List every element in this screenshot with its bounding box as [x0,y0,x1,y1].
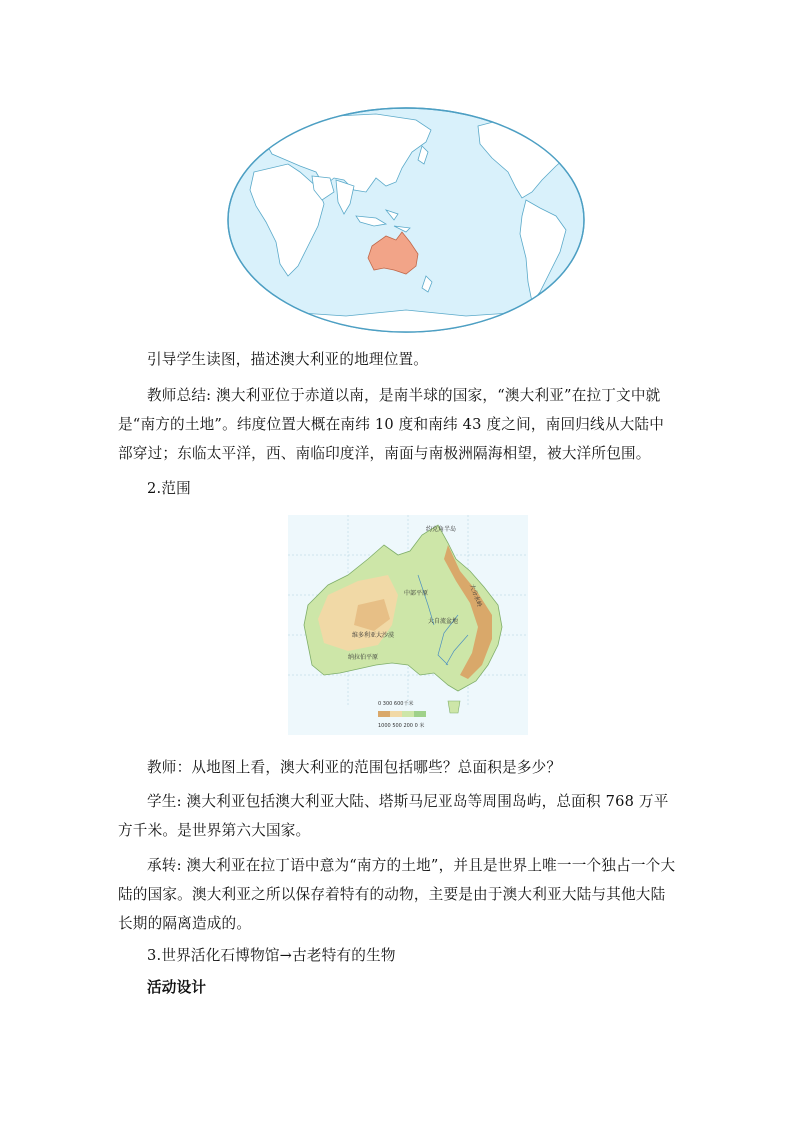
legend-scale: 0 300 600千米 [378,701,414,707]
paragraph-transition: 承转: 澳大利亚在拉丁语中意为“南方的土地”，并且是世界上唯一一个独占一个大陆的国家。澳大利亚之所以保存着特有的动物，主要是由于澳大利亚大陆与其他大陆长期的隔离造成的。 [118,857,676,932]
label-dividing-range: 大分水岭 [468,583,483,609]
label-artesian-basin: 大自流盆地 [428,618,459,625]
tasmania-island [448,701,460,713]
paragraph-teacher-question: 教师：从地图上看，澳大利亚的范围包括哪些？总面积是多少？ [147,759,562,776]
greenland-landmass [544,110,572,124]
legend-levels: 1000 500 200 0 米 [378,723,425,729]
label-central-lowland: 中部平原 [404,590,429,597]
paragraph-teacher-summary: 教师总结: 澳大利亚位于赤道以南，是南半球的国家，“澳大利亚”在拉丁文中就是“南方的土地”。纬度位置大概在南纬 10 度和南纬 43 度之间，南回归线从大陆中部穿过；东临太平洋，西、南临印度洋，南面与南极洲隔海相望，被大洋所包围。 [118,387,665,462]
label-victoria-desert: 维多利亚大沙漠 [352,632,395,639]
section-heading-fossils: 3.世界活化石博物馆→古老特有的生物 [147,947,396,964]
section-heading-activity: 活动设计 [147,979,207,996]
antarctica-landmass [226,310,586,334]
label-york-peninsula: 约克角半岛 [426,526,457,533]
australia-physical-map [288,515,528,735]
section-heading-range: 2.范围 [147,480,191,497]
paragraph-guide: 引导学生读图，描述澳大利亚的地理位置。 [147,351,429,368]
paragraph-student-answer: 学生: 澳大利亚包括澳大利亚大陆、塔斯马尼亚岛等周围岛屿，总面积 768 万平方千米。是世界第六大国家。 [118,793,669,839]
world-map-figure [226,106,586,334]
label-nullarbor-plain: 纳拉伯平原 [348,654,379,661]
